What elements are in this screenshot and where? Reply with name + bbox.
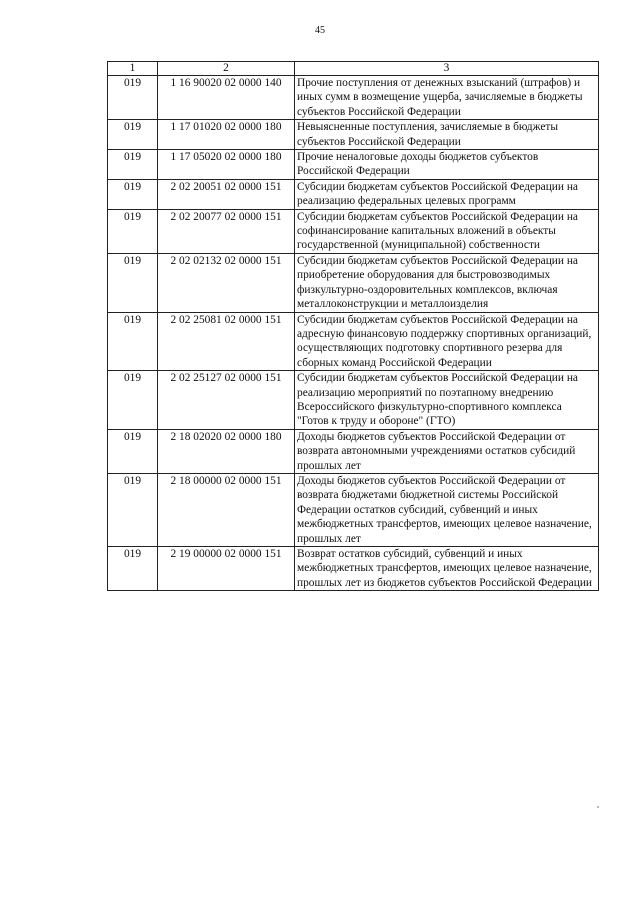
budget-code-cell: 2 02 02132 02 0000 151 — [158, 253, 295, 312]
table-row — [108, 547, 599, 591]
budget-code-cell: 2 02 20051 02 0000 151 — [158, 179, 295, 209]
table-row — [108, 179, 599, 209]
description-cell: Субсидии бюджетам субъектов Российской Федерации на реализацию мероприятий по поэтапному внедрению Всероссийского физкультурно-спортивного комплекса "Готов к труду и обороне" (ГТО) — [295, 371, 599, 430]
admin-code-cell: 019 — [108, 547, 158, 591]
column-header-2: 2 — [158, 62, 295, 76]
admin-code-cell: 019 — [108, 179, 158, 209]
admin-code-cell: 019 — [108, 150, 158, 180]
admin-code-cell: 019 — [108, 76, 158, 120]
table-row — [108, 429, 599, 473]
table-row — [108, 253, 599, 312]
description-cell: Прочие поступления от денежных взысканий (штрафов) и иных сумм в возмещение ущерба, зачисляемые в бюджеты субъектов Российской Федерации — [295, 76, 599, 120]
description-cell: Субсидии бюджетам субъектов Российской Федерации на реализацию федеральных целевых программ — [295, 179, 599, 209]
description-cell: Субсидии бюджетам субъектов Российской Федерации на адресную финансовую поддержку спортивных организаций, осуществляющих подготовку спортивного резерва для сборных команд Российской Федерации — [295, 312, 599, 371]
table-row — [108, 473, 599, 546]
scan-speck — [597, 806, 599, 808]
budget-code-cell: 1 17 05020 02 0000 180 — [158, 150, 295, 180]
budget-code-cell: 1 17 01020 02 0000 180 — [158, 120, 295, 150]
admin-code-cell: 019 — [108, 371, 158, 430]
table-row — [108, 312, 599, 371]
budget-code-cell: 2 02 20077 02 0000 151 — [158, 209, 295, 253]
table-row — [108, 120, 599, 150]
admin-code-cell: 019 — [108, 209, 158, 253]
table-row — [108, 209, 599, 253]
column-header-1: 1 — [108, 62, 158, 76]
budget-code-cell: 2 18 00000 02 0000 151 — [158, 473, 295, 546]
admin-code-cell: 019 — [108, 429, 158, 473]
description-cell: Доходы бюджетов субъектов Российской Федерации от возврата бюджетами бюджетной системы Российской Федерации остатков субсидий, субвенций и иных межбюджетных трансфертов, имеющих целевое назначение, прошлых лет — [295, 473, 599, 546]
description-cell: Прочие неналоговые доходы бюджетов субъектов Российской Федерации — [295, 150, 599, 180]
page-number: 45 — [315, 25, 325, 36]
column-header-3: 3 — [295, 62, 599, 76]
table-header-row — [108, 62, 599, 76]
description-cell: Возврат остатков субсидий, субвенций и иных межбюджетных трансфертов, имеющих целевое назначение, прошлых лет из бюджетов субъектов Российской Федерации — [295, 547, 599, 591]
budget-code-cell: 1 16 90020 02 0000 140 — [158, 76, 295, 120]
table-row — [108, 76, 599, 120]
description-cell: Невыясненные поступления, зачисляемые в бюджеты субъектов Российской Федерации — [295, 120, 599, 150]
budget-code-cell: 2 02 25081 02 0000 151 — [158, 312, 295, 371]
budget-code-cell: 2 18 02020 02 0000 180 — [158, 429, 295, 473]
description-cell: Субсидии бюджетам субъектов Российской Федерации на софинансирование капитальных вложений в объекты государственной (муниципальной) собственности — [295, 209, 599, 253]
budget-code-cell: 2 19 00000 02 0000 151 — [158, 547, 295, 591]
admin-code-cell: 019 — [108, 120, 158, 150]
table-row — [108, 371, 599, 430]
description-cell: Субсидии бюджетам субъектов Российской Федерации на приобретение оборудования для быстровозводимых физкультурно-оздоровительных комплексов, включая металлоконструкции и металлоизделия — [295, 253, 599, 312]
admin-code-cell: 019 — [108, 253, 158, 312]
budget-code-cell: 2 02 25127 02 0000 151 — [158, 371, 295, 430]
description-cell: Доходы бюджетов субъектов Российской Федерации от возврата автономными учреждениями остатков субсидий прошлых лет — [295, 429, 599, 473]
admin-code-cell: 019 — [108, 473, 158, 546]
admin-code-cell: 019 — [108, 312, 158, 371]
table-row — [108, 150, 599, 180]
budget-codes-table — [107, 61, 599, 591]
